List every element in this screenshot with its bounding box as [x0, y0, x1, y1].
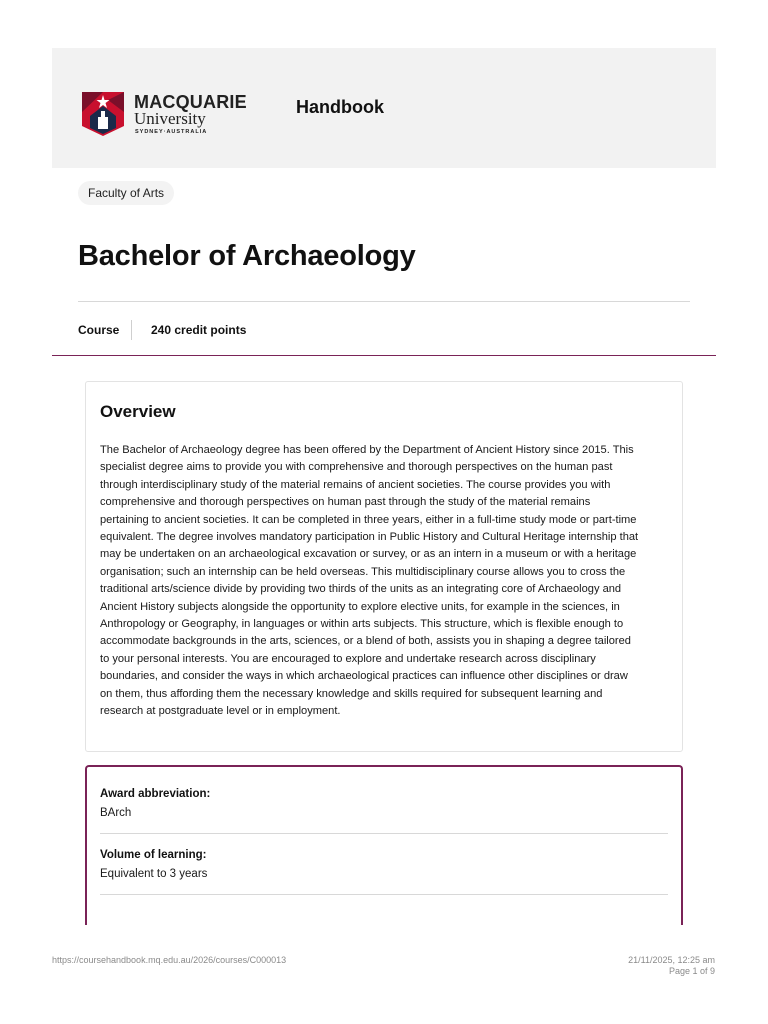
overview-line: accommodate backgrounds in the arts, sciences, or a blend of both, assists you in shaping a degree tailored — [100, 635, 631, 648]
macquarie-crest-icon — [82, 92, 124, 136]
award-divider — [100, 894, 668, 895]
meta-type: Course — [78, 323, 120, 337]
volume-of-learning-label: Volume of learning: — [100, 849, 207, 861]
title-divider — [78, 301, 690, 302]
footer-page-number: Page 1 of 9 — [668, 966, 715, 976]
overview-line: may be undertaken on an archaeological excavation or survey, or as an intern in a museum or with a heritage — [100, 548, 637, 561]
overview-line: pertaining to ancient societies. It can be completed in three years, either in a full-time study mode or part-time — [100, 513, 637, 526]
overview-card — [85, 381, 683, 752]
overview-line: research at postgraduate level or in employment. — [100, 705, 341, 718]
handbook-title[interactable]: Handbook — [296, 97, 384, 117]
volume-of-learning — [100, 847, 668, 882]
overview-line: comprehensive and thorough perspectives on human past through the study of the material remains — [100, 496, 591, 509]
overview-heading: Overview — [100, 402, 176, 421]
volume-of-learning-value: Equivalent to 3 years — [100, 868, 208, 880]
macquarie-logo[interactable] — [82, 92, 247, 138]
faculty-tag[interactable]: Faculty of Arts — [78, 181, 174, 205]
award-details-card — [85, 765, 683, 925]
overview-line: to your personal interests. You are encouraged to explore and undertake research across disciplinary — [100, 652, 596, 665]
award-abbreviation-value: BArch — [100, 807, 132, 819]
footer-meta — [628, 955, 715, 977]
footer-url[interactable]: https://coursehandbook.mq.edu.au/2026/courses/C000013 — [52, 955, 287, 965]
overview-line: on them, thus affording them the necessary knowledge and skills required for subsequent learning and — [100, 687, 603, 700]
logo-wordmark-line3: SYDNEY·AUSTRALIA — [135, 129, 208, 135]
overview-line: The Bachelor of Archaeology degree has been offered by the Department of Ancient History since 2015. This — [100, 444, 634, 456]
accent-divider — [52, 355, 716, 356]
page-title: Bachelor of Archaeology — [78, 240, 416, 272]
overview-line: Ancient History subjects alongside the opportunity to explore elective units, for example in the sciences, in — [100, 600, 620, 613]
award-abbreviation-label: Award abbreviation: — [100, 788, 211, 800]
footer-datetime: 21/11/2025, 12:25 am — [628, 955, 715, 965]
overview-line: equivalent. The degree involves mandatory participation in Public History and Cultural Heritage internship that — [100, 531, 639, 544]
overview-line: Anthropology or Geography, in languages or within arts subjects. This structure, which is flexible enough to — [100, 618, 624, 631]
overview-body — [100, 442, 672, 721]
logo-wordmark-line1: MACQUARIE — [134, 92, 247, 112]
logo-wordmark-line2: University — [134, 109, 206, 128]
site-header — [52, 48, 716, 168]
overview-line: specialist degree aims to provide you with comprehensive and thorough perspectives on the human past — [100, 461, 613, 474]
meta-credit-points: 240 credit points — [151, 323, 247, 337]
overview-line: organisation; such an internship can be held overseas. This multidisciplinary course allows you to cross the — [100, 565, 626, 578]
overview-line: traditional arts/science divide by providing two thirds of the units as an integrating core of Archaeology and — [100, 583, 622, 596]
overview-line: through interdisciplinary study of the material remains of ancient societies. The course provides you with — [100, 478, 611, 491]
award-abbreviation — [100, 786, 668, 821]
meta-separator — [131, 320, 132, 340]
award-divider — [100, 833, 668, 834]
overview-line: boundaries, and consider the ways in which archaeological practices can influence other disciplines or draw — [100, 670, 628, 683]
